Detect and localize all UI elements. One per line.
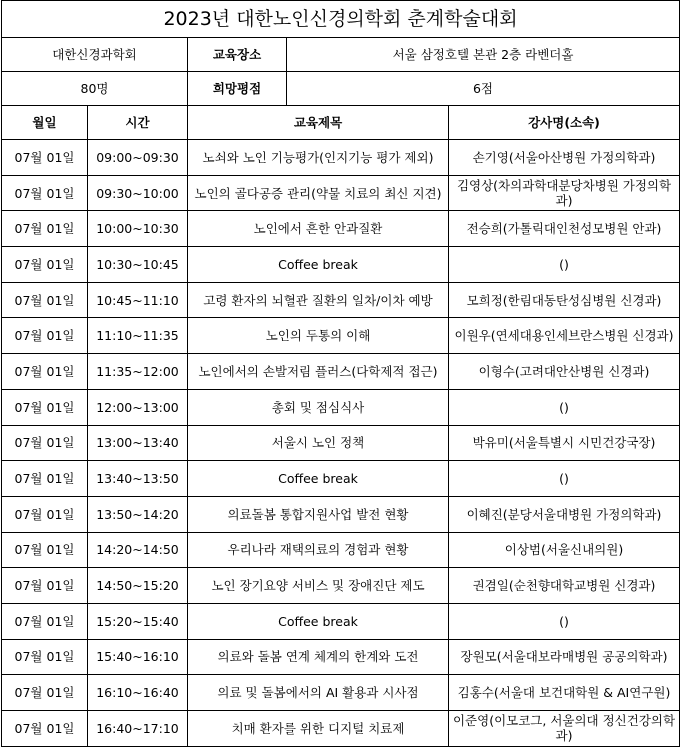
row-date: 07월 01일	[2, 711, 88, 747]
header-time: 시간	[88, 106, 188, 140]
row-lecture-title: 노인 장기요양 서비스 및 장애진단 제도	[188, 568, 449, 604]
row-date: 07월 01일	[2, 639, 88, 675]
row-speaker: 박유미(서울특별시 시민건강국장)	[449, 425, 680, 461]
row-date: 07월 01일	[2, 603, 88, 639]
row-speaker: ()	[449, 389, 680, 425]
row-lecture-title: 노인의 두통의 이해	[188, 318, 449, 354]
table-row	[2, 247, 680, 283]
row-speaker: 모희정(한림대동탄성심병원 신경과)	[449, 282, 680, 318]
row-lecture-title: 고령 환자의 뇌혈관 질환의 일차/이차 예방	[188, 282, 449, 318]
row-lecture-title: 노쇠와 노인 기능평가(인지기능 평가 제외)	[188, 140, 449, 176]
row-date: 07월 01일	[2, 461, 88, 497]
row-time: 15:20~15:40	[88, 603, 188, 639]
row-time: 13:40~13:50	[88, 461, 188, 497]
table-row	[2, 175, 680, 211]
table-row	[2, 568, 680, 604]
row-lecture-title: 서울시 노인 정책	[188, 425, 449, 461]
row-time: 10:00~10:30	[88, 211, 188, 247]
info-row-location	[2, 38, 680, 72]
title-row	[2, 1, 680, 38]
row-time: 14:50~15:20	[88, 568, 188, 604]
table-row	[2, 496, 680, 532]
row-speaker: 이원우(연세대용인세브란스병원 신경과)	[449, 318, 680, 354]
row-speaker: 이상범(서울신내의원)	[449, 532, 680, 568]
row-speaker: 김영상(차의과학대분당차병원 가정의학과)	[449, 175, 680, 211]
row-time: 10:30~10:45	[88, 247, 188, 283]
page-title: 2023년 대한노인신경의학회 춘계학술대회	[2, 1, 680, 38]
row-date: 07월 01일	[2, 318, 88, 354]
row-lecture-title: Coffee break	[188, 247, 449, 283]
row-speaker: 이형수(고려대안산병원 신경과)	[449, 354, 680, 390]
row-date: 07월 01일	[2, 675, 88, 711]
row-time: 16:10~16:40	[88, 675, 188, 711]
row-date: 07월 01일	[2, 247, 88, 283]
points-label: 희망평점	[188, 72, 287, 106]
header-title: 교육제목	[188, 106, 449, 140]
table-row	[2, 675, 680, 711]
table-row	[2, 639, 680, 675]
row-speaker: ()	[449, 247, 680, 283]
row-date: 07월 01일	[2, 532, 88, 568]
row-date: 07월 01일	[2, 425, 88, 461]
row-lecture-title: 노인에서의 손발저림 플러스(다학제적 접근)	[188, 354, 449, 390]
row-lecture-title: 노인에서 흔한 안과질환	[188, 211, 449, 247]
table-row	[2, 461, 680, 497]
table-row	[2, 318, 680, 354]
row-time: 11:35~12:00	[88, 354, 188, 390]
row-lecture-title: 우리나라 재택의료의 경험과 현황	[188, 532, 449, 568]
table-row	[2, 140, 680, 176]
row-date: 07월 01일	[2, 496, 88, 532]
row-lecture-title: 치매 환자를 위한 디지털 치료제	[188, 711, 449, 747]
row-time: 09:30~10:00	[88, 175, 188, 211]
info-row-points	[2, 72, 680, 106]
location-value: 서울 삼정호텔 본관 2층 라벤더홀	[287, 38, 680, 72]
schedule-table	[1, 0, 680, 747]
row-time: 13:50~14:20	[88, 496, 188, 532]
organizer-value: 대한신경과학회	[2, 38, 188, 72]
row-time: 14:20~14:50	[88, 532, 188, 568]
row-lecture-title: 의료돌봄 통합지원사업 발전 현황	[188, 496, 449, 532]
row-time: 16:40~17:10	[88, 711, 188, 747]
row-time: 10:45~11:10	[88, 282, 188, 318]
table-row	[2, 711, 680, 747]
row-speaker: ()	[449, 461, 680, 497]
table-row	[2, 425, 680, 461]
row-speaker: 이준영(이모코그, 서울의대 정신건강의학과)	[449, 711, 680, 747]
row-speaker: 장원모(서울대보라매병원 공공의학과)	[449, 639, 680, 675]
row-time: 13:00~13:40	[88, 425, 188, 461]
table-row	[2, 354, 680, 390]
row-date: 07월 01일	[2, 175, 88, 211]
row-date: 07월 01일	[2, 389, 88, 425]
table-row	[2, 282, 680, 318]
row-date: 07월 01일	[2, 140, 88, 176]
capacity-value: 80명	[2, 72, 188, 106]
points-value: 6점	[287, 72, 680, 106]
row-speaker: ()	[449, 603, 680, 639]
row-time: 09:00~09:30	[88, 140, 188, 176]
row-date: 07월 01일	[2, 568, 88, 604]
row-speaker: 권겸일(순천향대학교병원 신경과)	[449, 568, 680, 604]
table-row	[2, 211, 680, 247]
row-time: 15:40~16:10	[88, 639, 188, 675]
schedule-document	[1, 0, 679, 747]
row-date: 07월 01일	[2, 211, 88, 247]
row-lecture-title: Coffee break	[188, 603, 449, 639]
row-speaker: 김홍수(서울대 보건대학원 & AI연구원)	[449, 675, 680, 711]
row-date: 07월 01일	[2, 354, 88, 390]
row-time: 11:10~11:35	[88, 318, 188, 354]
column-header-row	[2, 106, 680, 140]
row-date: 07월 01일	[2, 282, 88, 318]
row-lecture-title: Coffee break	[188, 461, 449, 497]
row-lecture-title: 총회 및 점심식사	[188, 389, 449, 425]
table-row	[2, 603, 680, 639]
row-time: 12:00~13:00	[88, 389, 188, 425]
location-label: 교육장소	[188, 38, 287, 72]
row-lecture-title: 의료와 돌봄 연계 체계의 한계와 도전	[188, 639, 449, 675]
schedule-rows	[2, 140, 680, 747]
row-speaker: 전승희(가톨릭대인천성모병원 안과)	[449, 211, 680, 247]
row-speaker: 이혜진(분당서울대병원 가정의학과)	[449, 496, 680, 532]
table-row	[2, 532, 680, 568]
row-lecture-title: 의료 및 돌봄에서의 AI 활용과 시사점	[188, 675, 449, 711]
row-lecture-title: 노인의 골다공증 관리(약물 치료의 최신 지견)	[188, 175, 449, 211]
header-date: 월일	[2, 106, 88, 140]
table-row	[2, 389, 680, 425]
row-speaker: 손기영(서울아산병원 가정의학과)	[449, 140, 680, 176]
header-speaker: 강사명(소속)	[449, 106, 680, 140]
